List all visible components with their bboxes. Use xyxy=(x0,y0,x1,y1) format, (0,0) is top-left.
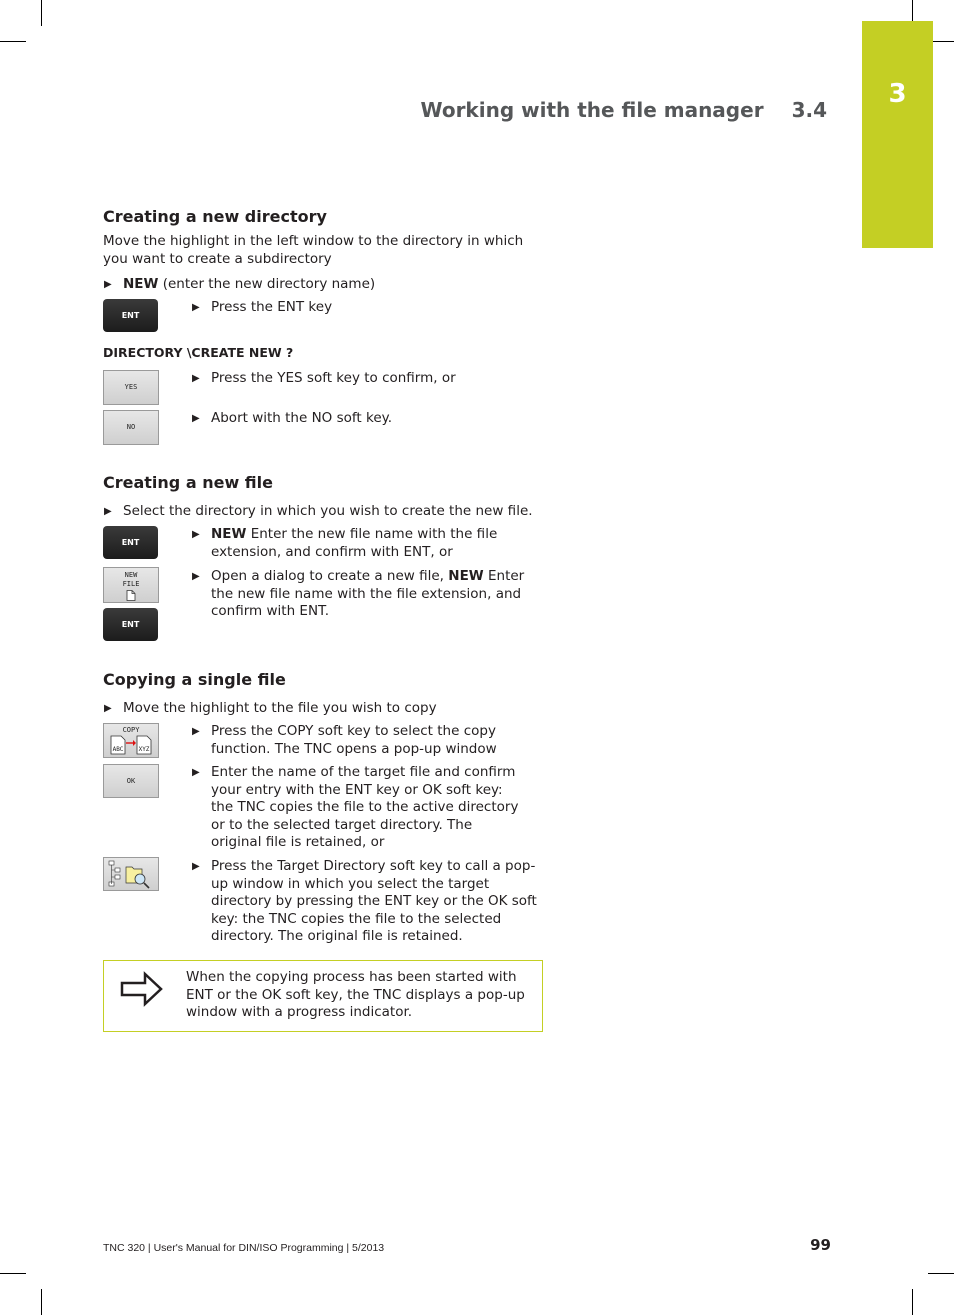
note-box xyxy=(103,960,543,1032)
ent-key[interactable]: ENT xyxy=(103,299,158,332)
bullet-arrow-icon: ▶ xyxy=(104,506,112,517)
ok-softkey[interactable]: OK xyxy=(103,764,159,798)
page-number: 99 xyxy=(810,1236,831,1254)
chapter-tab xyxy=(862,21,933,248)
yes-softkey[interactable]: YES xyxy=(103,370,159,405)
bullet-arrow-icon: ▶ xyxy=(192,767,200,778)
crop-mark xyxy=(928,1273,954,1274)
step-new-directory-3: ▶ Press the YES soft key to confirm, or xyxy=(192,370,456,386)
bullet-arrow-icon: ▶ xyxy=(104,703,112,714)
step-copy-1: ▶ Move the highlight to the file you wish to copy xyxy=(104,700,437,716)
bullet-arrow-icon: ▶ xyxy=(192,302,200,313)
heading-copy-file: Copying a single file xyxy=(103,670,286,689)
section-header xyxy=(420,98,827,122)
crop-mark xyxy=(41,1289,42,1315)
footer-text: TNC 320 | User's Manual for DIN/ISO Programming | 5/2013 xyxy=(103,1242,385,1254)
heading-new-file: Creating a new file xyxy=(103,473,273,492)
target-directory-softkey[interactable] xyxy=(103,857,159,891)
bullet-arrow-icon: ▶ xyxy=(192,571,200,582)
bullet-arrow-icon: ▶ xyxy=(192,413,200,424)
crop-mark xyxy=(912,1289,913,1315)
section-title: Working with the file manager xyxy=(420,98,764,122)
step-new-file-3: ▶ Open a dialog to create a new file, NEW Enter the new file name with the file extension, and confirm with ENT. xyxy=(192,568,525,619)
step-new-directory-4: ▶ Abort with the NO soft key. xyxy=(192,410,392,426)
new-file-softkey[interactable]: NEW FILE xyxy=(103,567,159,603)
step-new-directory-2: ▶ Press the ENT key xyxy=(192,299,333,315)
ent-key[interactable]: ENT xyxy=(103,526,158,559)
copy-file-icon xyxy=(106,734,156,756)
no-softkey[interactable]: NO xyxy=(103,410,159,445)
bullet-arrow-icon: ▶ xyxy=(192,373,200,384)
note-text: When the copying process has been started with ENT or the OK soft key, the TNC displays a pop-up window with a progress indicator. xyxy=(186,969,525,1020)
step-copy-2: ▶ Press the COPY soft key to select the copy function. The TNC opens a pop-up window xyxy=(192,723,497,757)
file-icon xyxy=(126,590,136,601)
step-new-file-1: ▶ Select the directory in which you wish to create the new file. xyxy=(104,503,533,519)
svg-text:XYZ: XYZ xyxy=(138,746,150,753)
step-new-directory-1: ▶ NEW (enter the new directory name) xyxy=(104,276,376,292)
bullet-arrow-icon: ▶ xyxy=(104,279,112,290)
bullet-arrow-icon: ▶ xyxy=(192,726,200,737)
section-number: 3.4 xyxy=(791,98,827,122)
chapter-number: 3 xyxy=(888,79,907,109)
svg-text:ABC: ABC xyxy=(112,746,124,753)
step-copy-4: ▶ Press the Target Directory soft key to call a pop-up window in which you select the target directory by pressing the ENT key or the OK soft key: the TNC copies the file to the selected directory. The original file is retained. xyxy=(192,858,537,944)
heading-new-directory: Creating a new directory xyxy=(103,207,327,226)
bullet-arrow-icon: ▶ xyxy=(192,529,200,540)
note-arrow-icon xyxy=(104,961,186,1031)
dialog-prompt: DIRECTORY \CREATE NEW ? xyxy=(103,345,294,360)
ent-key[interactable]: ENT xyxy=(103,608,158,641)
step-new-file-2: ▶ NEW Enter the new file name with the file extension, and confirm with ENT, or xyxy=(192,526,498,560)
crop-mark xyxy=(41,0,42,26)
crop-mark xyxy=(0,1273,26,1274)
bullet-arrow-icon: ▶ xyxy=(192,861,200,872)
crop-mark xyxy=(0,41,26,42)
intro-new-directory: Move the highlight in the left window to the directory in which you want to create a subdirectory xyxy=(103,233,524,267)
copy-softkey[interactable]: COPY ABC XYZ xyxy=(103,723,159,758)
target-directory-icon xyxy=(104,858,158,890)
step-copy-3: ▶ Enter the name of the target file and confirm your entry with the ENT key or OK soft key: the TNC copies the file to the active directory or to the selected target directory. The original file is retained, or xyxy=(192,764,519,850)
